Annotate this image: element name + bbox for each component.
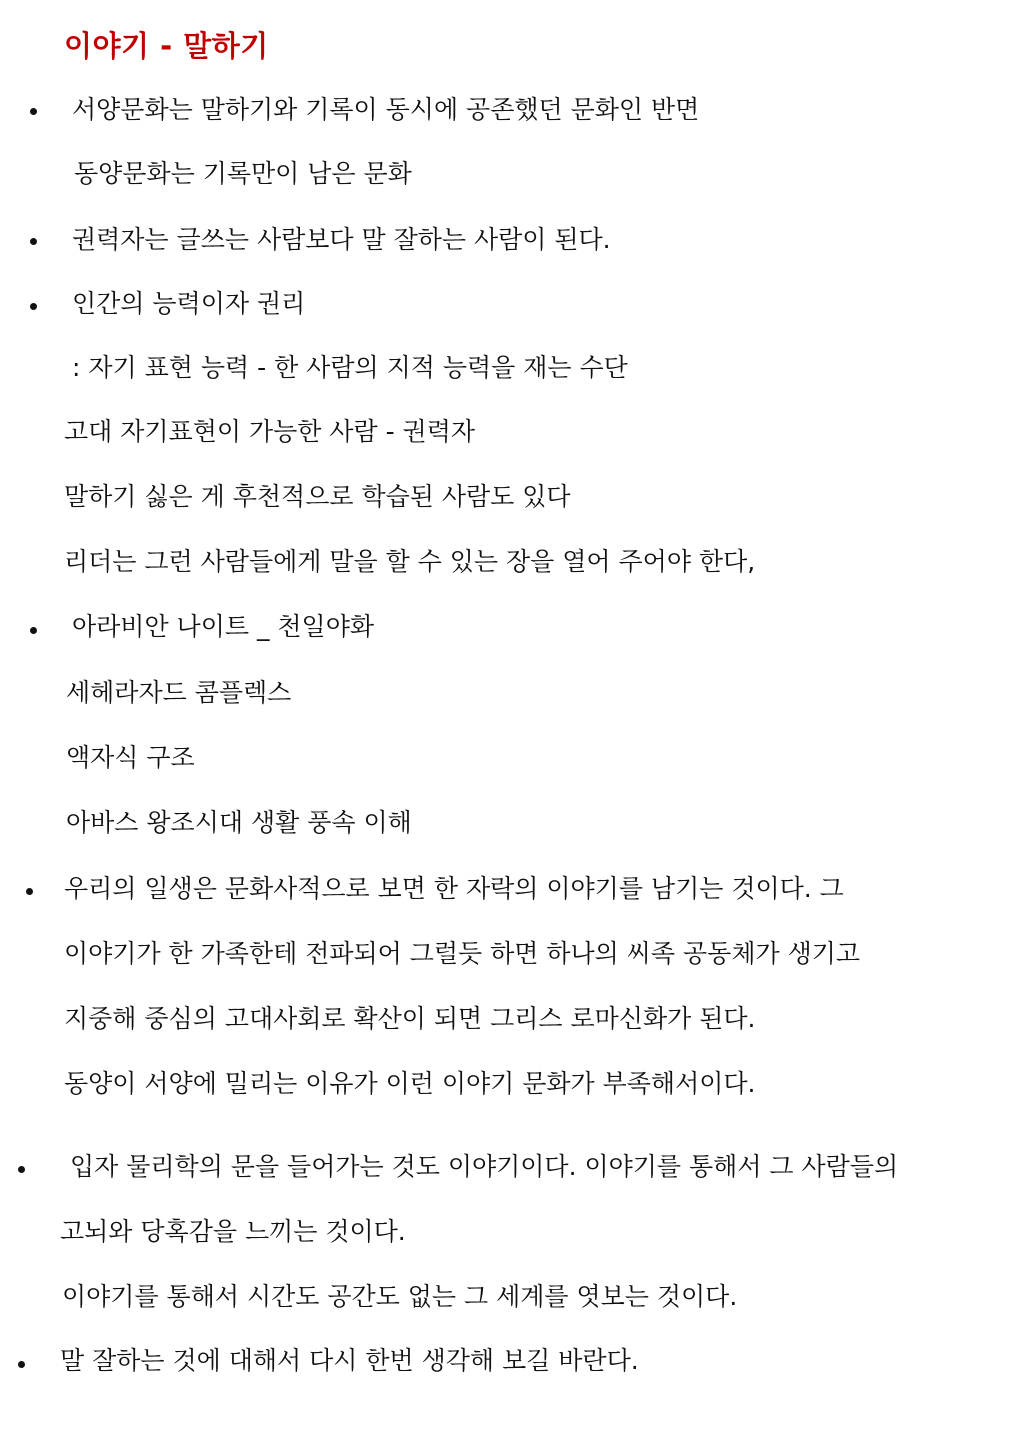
text-line: 이야기가 한 가족한테 전파되어 그럴듯 하면 하나의 씨족 공동체가 생기고: [64, 939, 861, 968]
text-line: 리더는 그런 사람들에게 말을 할 수 있는 장을 열어 주어야 한다,: [64, 547, 756, 576]
text-line: 지중해 중심의 고대사회로 확산이 되면 그리스 로마신화가 된다.: [64, 1004, 756, 1033]
text-line: 동양문화는 기록만이 남은 문화: [74, 159, 412, 188]
text-line: 아바스 왕조시대 생활 풍속 이해: [66, 808, 412, 837]
text-line: 우리의 일생은 문화사적으로 보면 한 자락의 이야기를 남기는 것이다. 그: [64, 874, 844, 903]
text-line: 입자 물리학의 문을 들어가는 것도 이야기이다. 이야기를 통해서 그 사람들의: [70, 1152, 899, 1181]
text-line: 액자식 구조: [66, 743, 195, 772]
bullet-icon: [18, 1166, 25, 1173]
text-line: 이야기를 통해서 시간도 공간도 없는 그 세계를 엿보는 것이다.: [62, 1282, 738, 1311]
text-line: 서양문화는 말하기와 기록이 동시에 공존했던 문화인 반면: [72, 95, 700, 124]
bullet-icon: [30, 108, 37, 115]
text-line: 말하기 싫은 게 후천적으로 학습된 사람도 있다: [64, 482, 571, 511]
text-line: 고대 자기표현이 가능한 사람 - 권력자: [64, 417, 476, 446]
bullet-icon: [30, 627, 37, 634]
text-line: : 자기 표현 능력 - 한 사람의 지적 능력을 재는 수단: [72, 353, 628, 382]
text-line: 동양이 서양에 밀리는 이유가 이런 이야기 문화가 부족해서이다.: [64, 1069, 756, 1098]
bullet-icon: [26, 888, 33, 895]
text-line: 권력자는 글쓰는 사람보다 말 잘하는 사람이 된다.: [72, 225, 611, 254]
text-line: 아라비안 나이트 _ 천일야화: [72, 612, 374, 641]
text-line: 인간의 능력이자 권리: [72, 289, 306, 318]
text-line: 말 잘하는 것에 대해서 다시 한번 생각해 보길 바란다.: [60, 1346, 639, 1375]
bullet-icon: [30, 303, 37, 310]
page-title: 이야기 - 말하기: [64, 29, 269, 63]
bullet-icon: [30, 238, 37, 245]
text-line: 세헤라자드 콤플렉스: [66, 678, 292, 707]
bullet-icon: [18, 1361, 25, 1368]
text-line: 고뇌와 당혹감을 느끼는 것이다.: [60, 1217, 406, 1246]
